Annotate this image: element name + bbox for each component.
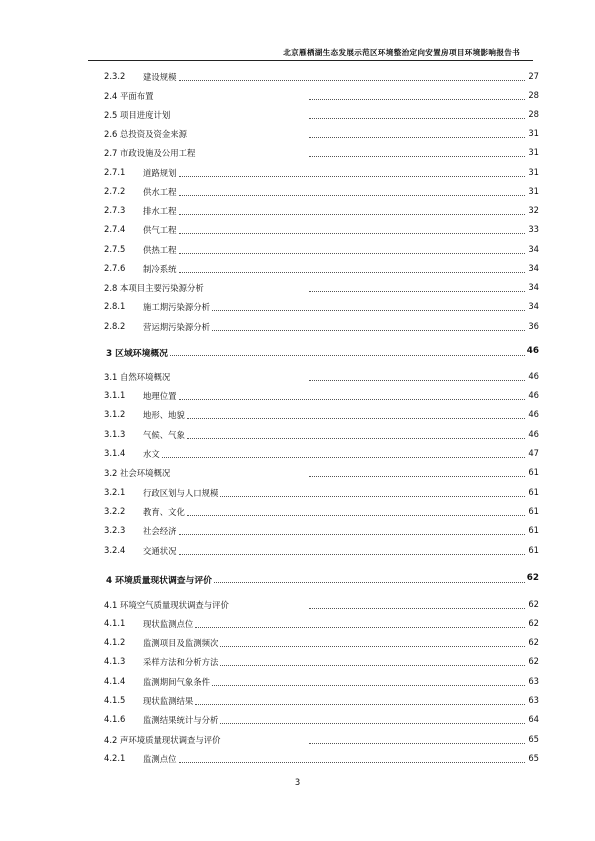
toc-dot-leader (179, 253, 525, 254)
toc-dot-leader (179, 80, 525, 81)
toc-dot-leader (187, 438, 525, 439)
toc-entry-number: 3.1.4 (104, 448, 126, 458)
toc-entry[interactable] (0, 263, 595, 277)
toc-entry-title: 制冷系统 (143, 264, 177, 274)
toc-entry-number: 2.8.2 (104, 321, 126, 331)
toc-entry-page: 61 (528, 506, 539, 516)
toc-entry-page: 34 (528, 263, 539, 273)
toc-entry[interactable] (0, 506, 595, 520)
toc-entry-page: 61 (528, 487, 539, 497)
toc-entry[interactable] (0, 224, 595, 238)
toc-entry-page: 64 (528, 714, 539, 724)
toc-entry-page: 61 (528, 525, 539, 535)
toc-entry-page: 65 (528, 734, 539, 744)
toc-dot-leader (179, 762, 525, 763)
toc-entry-title: 监测结果统计与分析 (143, 715, 219, 725)
toc-entry[interactable] (0, 321, 595, 335)
toc-entry-page: 31 (528, 128, 539, 138)
toc-entry-title: 4.2 声环境质量现状调查与评价 (104, 735, 221, 745)
toc-entry-title: 现状监测点位 (143, 619, 194, 629)
toc-entry-title: 气候、气象 (143, 430, 185, 440)
toc-entry-title: 地形、地貌 (143, 410, 185, 420)
toc-dot-leader (309, 118, 525, 119)
toc-entry-title: 行政区划与人口规模 (143, 488, 219, 498)
toc-entry-title: 4 环境质量现状调查与评价 (106, 576, 212, 586)
toc-entry[interactable] (0, 301, 595, 315)
toc-entry-number: 2.7.2 (104, 186, 126, 196)
toc-entry-page: 46 (526, 346, 539, 356)
toc-entry-number: 4.1.2 (104, 637, 126, 647)
toc-entry-page: 62 (528, 599, 539, 609)
toc-entry[interactable] (0, 525, 595, 539)
toc-entry-number: 3.2.2 (104, 506, 126, 516)
toc-entry[interactable] (0, 753, 595, 767)
toc-dot-leader (309, 476, 525, 477)
toc-dot-leader (179, 554, 525, 555)
toc-entry-page: 27 (528, 71, 539, 81)
toc-entry-page: 46 (528, 390, 539, 400)
toc-entry-page: 33 (528, 224, 539, 234)
toc-entry-number: 4.1.6 (104, 714, 126, 724)
toc-entry-title: 2.8 本项目主要污染源分析 (104, 283, 204, 293)
toc-dot-leader (220, 496, 525, 497)
toc-dot-leader (214, 582, 525, 583)
toc-entry[interactable] (0, 429, 595, 443)
toc-entry-title: 采样方法和分析方法 (143, 657, 219, 667)
page-header: 北京雁栖湖生态发展示范区环境整治定向安置房项目环境影响报告书 (283, 48, 520, 57)
toc-entry-page: 63 (528, 676, 539, 686)
toc-entry-title: 3 区域环境概况 (106, 349, 168, 359)
toc-entry[interactable] (0, 637, 595, 651)
toc-dot-leader (179, 272, 525, 273)
toc-entry-page: 28 (528, 90, 539, 100)
toc-entry-number: 2.7.1 (104, 167, 126, 177)
toc-entry-number: 2.7.3 (104, 205, 126, 215)
toc-entry[interactable] (0, 487, 595, 501)
page-number: 3 (294, 777, 301, 787)
toc-entry-page: 32 (528, 205, 539, 215)
toc-dot-leader (179, 214, 525, 215)
toc-entry-number: 3.2.1 (104, 487, 126, 497)
toc-entry-title: 供水工程 (143, 187, 177, 197)
toc-entry[interactable] (0, 282, 595, 296)
toc-entry-title: 3.2 社会环境概况 (104, 468, 171, 478)
toc-dot-leader (309, 743, 525, 744)
toc-entry[interactable] (0, 618, 595, 632)
toc-entry-number: 2.3.2 (104, 71, 126, 81)
toc-entry[interactable] (0, 205, 595, 219)
toc-entry-number: 2.8.1 (104, 301, 126, 311)
toc-entry[interactable] (0, 346, 595, 360)
toc-entry-page: 62 (528, 637, 539, 647)
toc-entry-title: 教育、文化 (143, 507, 185, 517)
toc-entry-title: 道路规划 (143, 168, 177, 178)
toc-dot-leader (212, 685, 525, 686)
toc-entry-title: 监测点位 (143, 754, 177, 764)
toc-entry[interactable] (0, 109, 595, 123)
toc-entry[interactable] (0, 244, 595, 258)
toc-entry-title: 施工期污染源分析 (143, 302, 210, 312)
toc-entry-page: 31 (528, 147, 539, 157)
toc-entry-page: 31 (528, 167, 539, 177)
toc-entry[interactable] (0, 448, 595, 462)
toc-dot-leader (212, 330, 525, 331)
toc-entry-page: 62 (526, 573, 539, 583)
toc-entry[interactable] (0, 573, 595, 587)
toc-dot-leader (309, 137, 525, 138)
toc-dot-leader (220, 665, 525, 666)
toc-entry[interactable] (0, 409, 595, 423)
toc-entry-number: 3.1.3 (104, 429, 126, 439)
toc-dot-leader (195, 704, 525, 705)
toc-entry[interactable] (0, 656, 595, 670)
toc-dot-leader (309, 380, 525, 381)
toc-entry-title: 2.4 平面布置 (104, 91, 154, 101)
toc-entry-title: 水文 (143, 449, 160, 459)
toc-entry[interactable] (0, 676, 595, 690)
toc-entry[interactable] (0, 90, 595, 104)
toc-entry[interactable] (0, 695, 595, 709)
toc-entry-number: 4.2.1 (104, 753, 126, 763)
toc-entry-page: 47 (528, 448, 539, 458)
toc-dot-leader (309, 291, 525, 292)
toc-entry[interactable] (0, 167, 595, 181)
toc-entry-page: 28 (528, 109, 539, 119)
toc-entry-title: 现状监测结果 (143, 696, 194, 706)
toc-dot-leader (170, 355, 525, 356)
toc-entry-number: 4.1.4 (104, 676, 126, 686)
toc-entry-page: 61 (528, 545, 539, 555)
toc-entry-page: 34 (528, 301, 539, 311)
toc-entry-number: 2.7.4 (104, 224, 126, 234)
toc-entry-number: 3.1.2 (104, 409, 126, 419)
toc-entry[interactable] (0, 371, 595, 385)
toc-entry[interactable] (0, 734, 595, 748)
toc-dot-leader (179, 233, 525, 234)
toc-dot-leader (220, 646, 525, 647)
toc-entry-title: 监测项目及监测频次 (143, 638, 219, 648)
toc-dot-leader (187, 418, 525, 419)
toc-entry[interactable] (0, 390, 595, 404)
toc-entry-title: 4.1 环境空气质量现状调查与评价 (104, 600, 229, 610)
toc-entry-page: 62 (528, 656, 539, 666)
toc-entry-title: 2.6 总投资及资金来源 (104, 129, 187, 139)
toc-entry[interactable] (0, 599, 595, 613)
toc-dot-leader (309, 156, 525, 157)
toc-entry-number: 4.1.5 (104, 695, 126, 705)
toc-dot-leader (179, 195, 525, 196)
header-rule (88, 60, 533, 61)
toc-entry-page: 62 (528, 618, 539, 628)
toc-entry-title: 交通状况 (143, 546, 177, 556)
toc-entry[interactable] (0, 71, 595, 85)
toc-entry-title: 地理位置 (143, 391, 177, 401)
toc-entry[interactable] (0, 186, 595, 200)
toc-entry-page: 34 (528, 282, 539, 292)
toc-entry[interactable] (0, 714, 595, 728)
toc-entry-page: 61 (528, 467, 539, 477)
toc-entry-title: 营运期污染源分析 (143, 322, 210, 332)
toc-dot-leader (195, 627, 525, 628)
toc-dot-leader (179, 176, 525, 177)
toc-entry-title: 社会经济 (143, 526, 177, 536)
toc-entry-number: 3.2.3 (104, 525, 126, 535)
toc-entry-title: 2.5 项目进度计划 (104, 110, 171, 120)
toc-entry-page: 34 (528, 244, 539, 254)
toc-entry-number: 3.1.1 (104, 390, 126, 400)
toc-dot-leader (220, 723, 525, 724)
toc-entry-page: 31 (528, 186, 539, 196)
toc-dot-leader (179, 399, 525, 400)
toc-entry-title: 3.1 自然环境概况 (104, 372, 171, 382)
toc-entry-number: 2.7.5 (104, 244, 126, 254)
toc-dot-leader (309, 608, 525, 609)
toc-entry-page: 65 (528, 753, 539, 763)
toc-dot-leader (212, 310, 525, 311)
toc-entry-page: 46 (528, 409, 539, 419)
toc-entry-title: 2.7 市政设施及公用工程 (104, 148, 196, 158)
toc-entry[interactable] (0, 467, 595, 481)
toc-entry-number: 3.2.4 (104, 545, 126, 555)
toc-entry-title: 供热工程 (143, 245, 177, 255)
toc-entry-number: 4.1.1 (104, 618, 126, 628)
toc-entry[interactable] (0, 147, 595, 161)
toc-entry-number: 4.1.3 (104, 656, 126, 666)
toc-dot-leader (179, 534, 525, 535)
toc-dot-leader (162, 457, 525, 458)
toc-entry[interactable] (0, 545, 595, 559)
toc-entry-number: 2.7.6 (104, 263, 126, 273)
toc-entry-title: 供气工程 (143, 225, 177, 235)
toc-entry-title: 监测期间气象条件 (143, 677, 210, 687)
toc-entry-page: 63 (528, 695, 539, 705)
toc-dot-leader (309, 99, 525, 100)
toc-entry-page: 46 (528, 371, 539, 381)
toc-entry[interactable] (0, 128, 595, 142)
toc-dot-leader (187, 515, 525, 516)
toc-entry-title: 建设规模 (143, 72, 177, 82)
toc-entry-title: 排水工程 (143, 206, 177, 216)
toc-entry-page: 36 (528, 321, 539, 331)
toc-entry-page: 46 (528, 429, 539, 439)
